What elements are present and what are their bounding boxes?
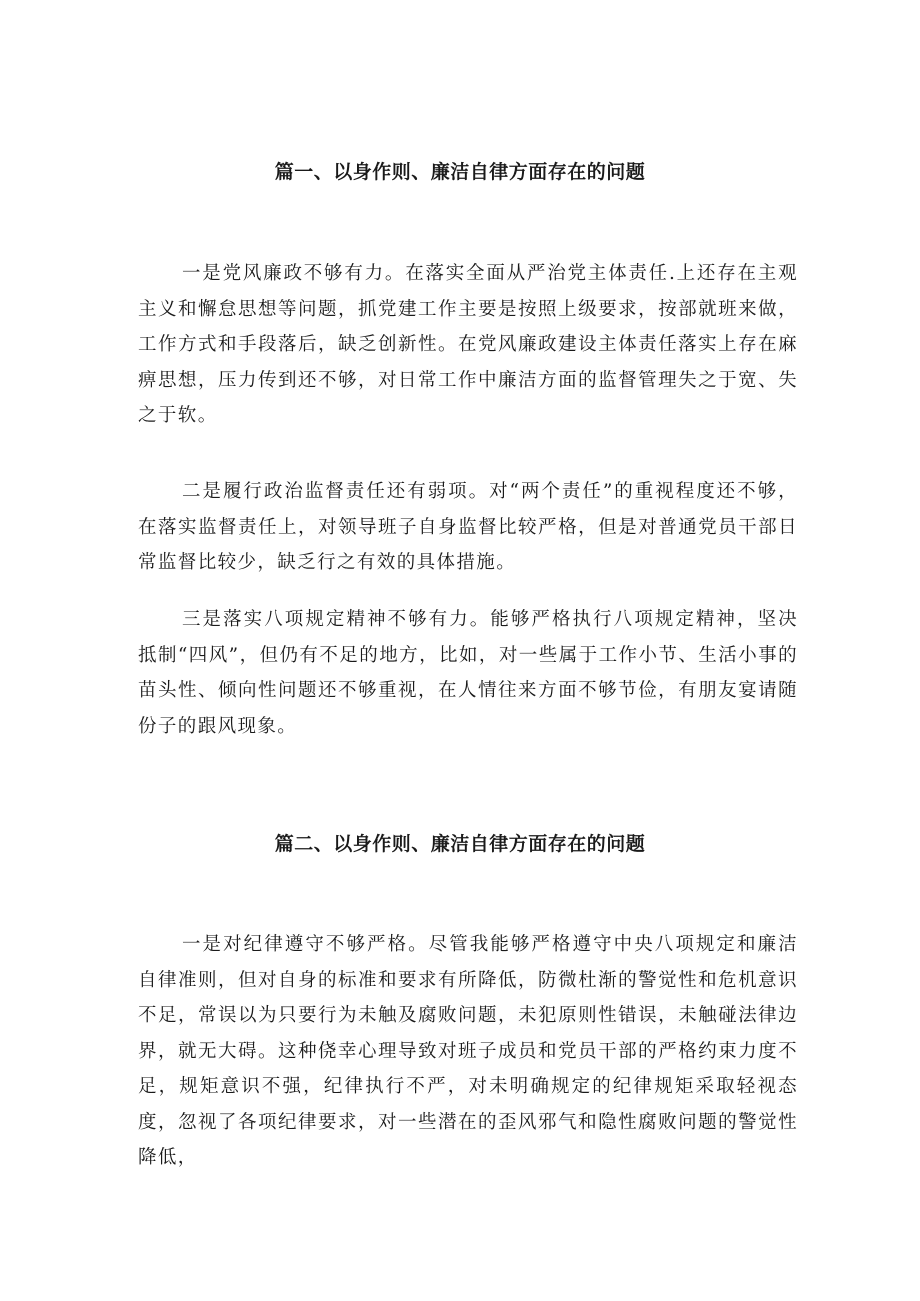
section-2-paragraph-1: 一是对纪律遵守不够严格。尽管我能够严格遵守中央八项规定和廉洁自律准则，但对自身的标准和要求有所降低，防微杜渐的警觉性和危机意识不足，常误以为只要行为未触及腐败问题，未犯原则性错误，未触碰法律边界，就无大碍。这种侥幸心理导致对班子成员和党员干部的严格约束力度不足，规矩意识不强，纪律执行不严，对未明确规定的纪律规矩采取轻视态度，忽视了各项纪律要求，对一些潜在的歪风邪气和隐性腐败问题的警觉性降低， [138, 934, 798, 1168]
section-1-paragraph-1: 一是党风廉政不够有力。在落实全面从严治党主体责任.上还存在主观主义和懈怠思想等问题，抓党建工作主要是按照上级要求，按部就班来做，工作方式和手段落后，缺乏创新性。在党风廉政建设主体责任落实上存在麻痹思想，压力传到还不够，对日常工作中廉洁方面的监督管理失之于宽、失之于软。 [138, 263, 798, 426]
section-1-paragraph-2: 二是履行政治监督责任还有弱项。对“两个责任”的重视程度还不够，在落实监督责任上，对领导班子自身监督比较严格，但是对普通党员干部日常监督比较少，缺乏行之有效的具体措施。 [138, 481, 798, 573]
section-1-paragraph-3: 三是落实八项规定精神不够有力。能够严格执行八项规定精神，坚决抵制“四风”，但仍有不足的地方，比如，对一些属于工作小节、生活小事的苗头性、倾向性问题还不够重视，在人情往来方面不够节俭，有朋友宴请随份子的跟风现象。 [138, 609, 798, 737]
section-1-title: 篇一、以身作则、廉洁自律方面存在的问题 [274, 161, 646, 183]
section-2-title: 篇二、以身作则、廉洁自律方面存在的问题 [274, 833, 646, 855]
